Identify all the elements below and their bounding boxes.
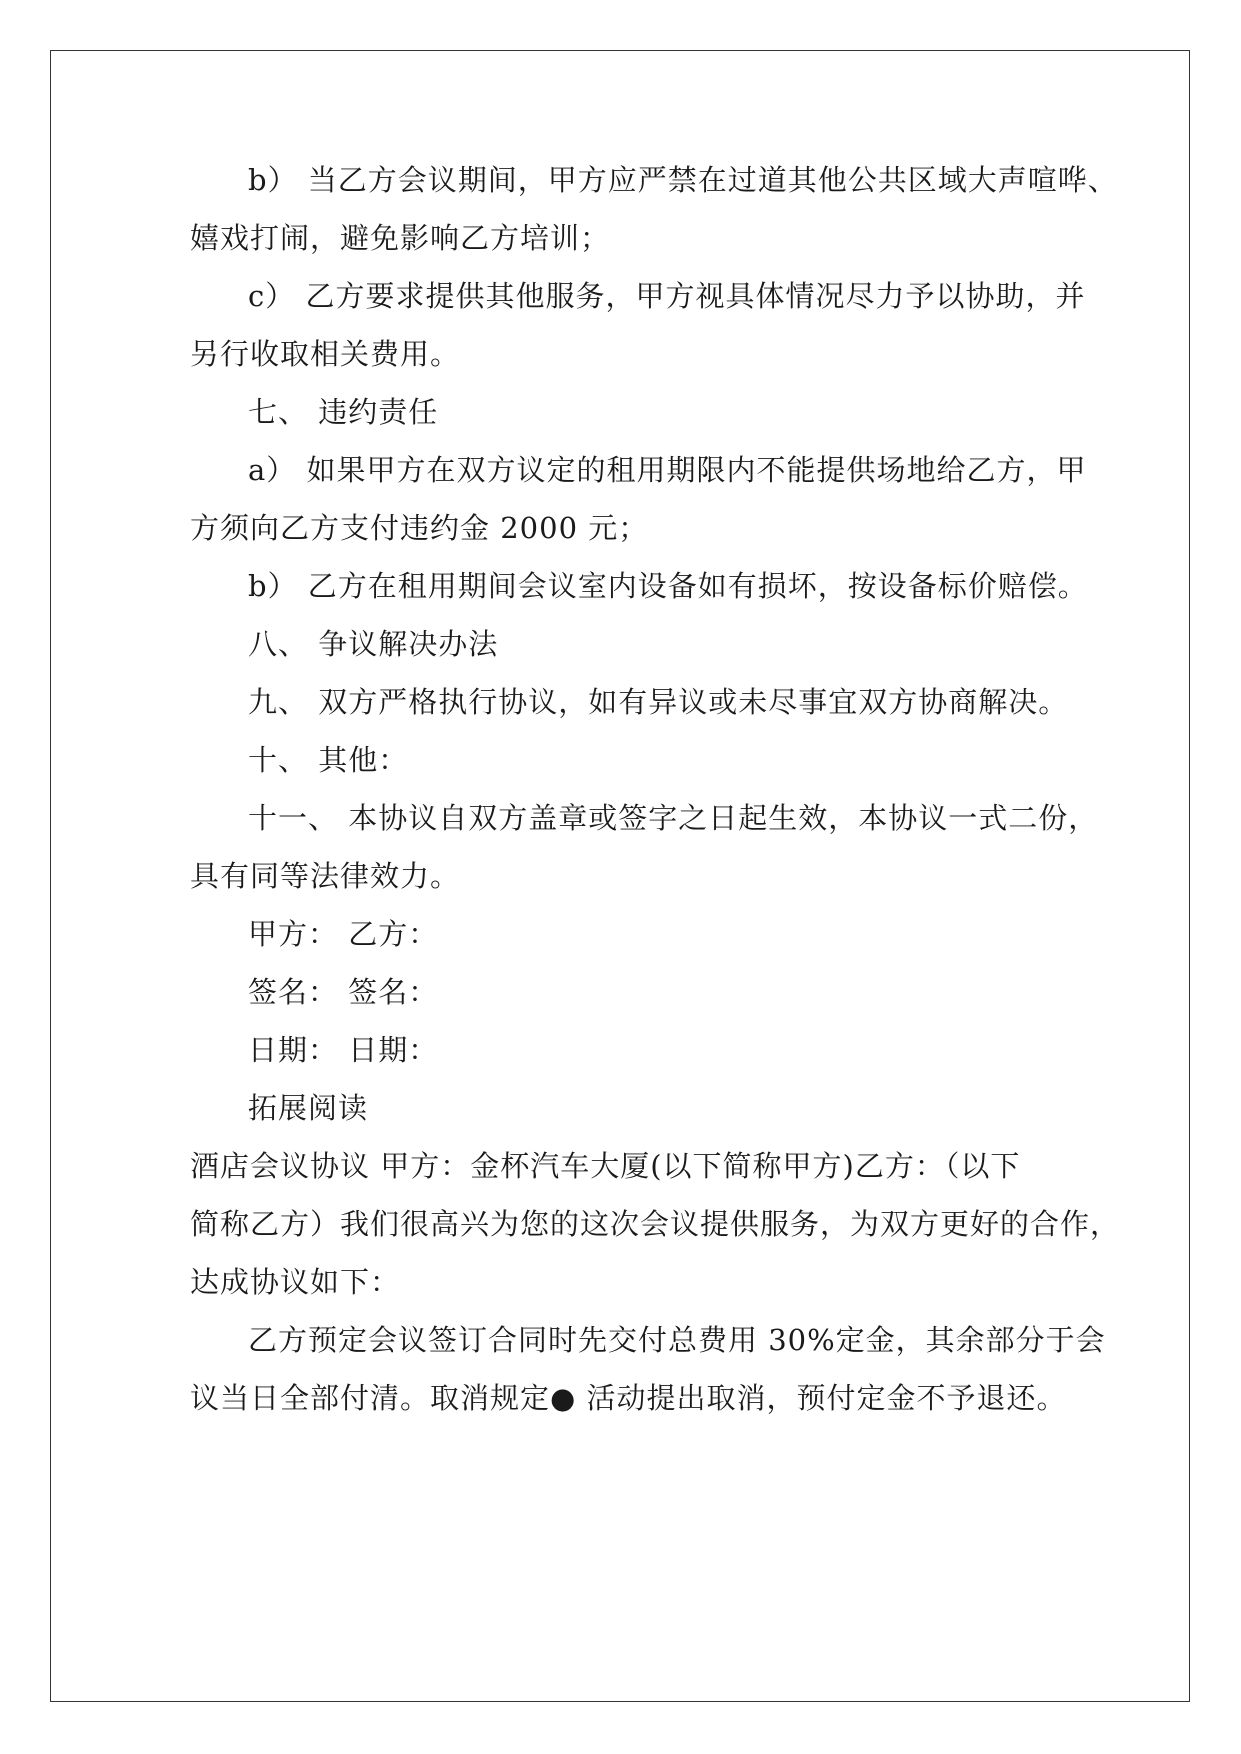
text-line: 达成协议如下：	[190, 1265, 401, 1299]
signature-date-line: 日期： 日期：	[248, 1033, 439, 1067]
text-line: b） 乙方在租用期间会议室内设备如有损坏，按设备标价赔偿。	[248, 569, 1088, 603]
text-line: 议当日全部付清。取消规定● 活动提出取消，预付定金不予退还。	[190, 1381, 1067, 1415]
text-line: 酒店会议协议 甲方：金杯汽车大厦(以下简称甲方)乙方：（以下	[190, 1149, 1021, 1183]
extended-reading-heading: 拓展阅读	[248, 1091, 369, 1125]
section-heading: 八、 争议解决办法	[248, 627, 499, 661]
signature-name-line: 签名： 签名：	[248, 975, 439, 1009]
section-heading: 九、 双方严格执行协议，如有异议或未尽事宜双方协商解决。	[248, 685, 1069, 719]
text-line: 具有同等法律效力。	[190, 859, 461, 893]
text-line: 乙方预定会议签订合同时先交付总费用 30%定金，其余部分于会	[248, 1323, 1106, 1357]
text-line: b） 当乙方会议期间，甲方应严禁在过道其他公共区域大声喧哗、	[248, 163, 1118, 197]
section-heading: 十一、 本协议自双方盖章或签字之日起生效，本协议一式二份，	[248, 801, 1099, 835]
section-heading: 七、 违约责任	[248, 395, 439, 429]
text-line: c） 乙方要求提供其他服务，甲方视具体情况尽力予以协助，并	[248, 279, 1086, 313]
signature-party-line: 甲方： 乙方：	[248, 917, 439, 951]
text-line: 方须向乙方支付违约金 2000 元；	[190, 511, 649, 545]
text-line: 简称乙方）我们很高兴为您的这次会议提供服务，为双方更好的合作，	[190, 1207, 1121, 1241]
section-heading: 十、 其他：	[248, 743, 409, 777]
text-line: 另行收取相关费用。	[190, 337, 461, 371]
text-line: a） 如果甲方在双方议定的租用期限内不能提供场地给乙方，甲	[248, 453, 1087, 487]
text-line: 嬉戏打闹，避免影响乙方培训；	[190, 221, 611, 255]
